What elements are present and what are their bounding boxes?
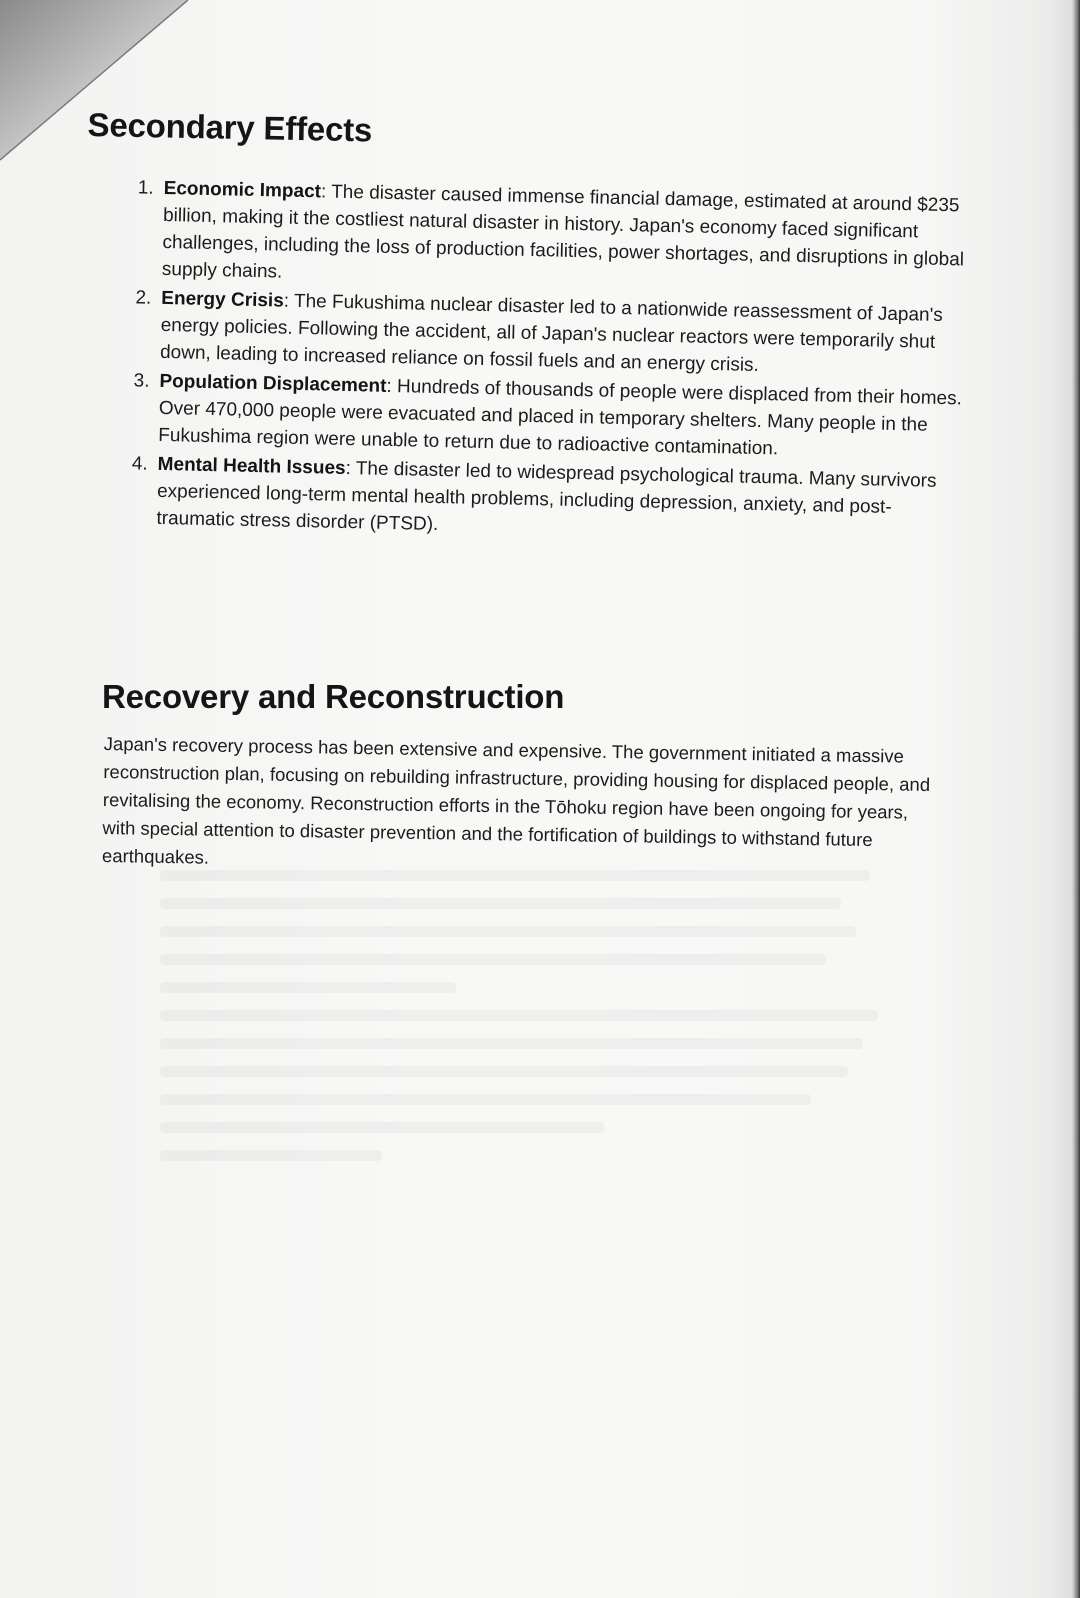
list-item-text: : The Fukushima nuclear disaster led to a nationwide reassessment of Japan's energy policies. Following the accident, all of Japan's nuclear reactors were temporarily shut down, leading to increased reliance on fossil fuels and an energy crisis. <box>159 290 943 376</box>
list-item <box>131 451 968 550</box>
list-item-number: 2. <box>135 287 152 309</box>
list-item <box>135 285 972 384</box>
list-item <box>133 368 970 467</box>
list-item-text: : Hundreds of thousands of people were displaced from their homes. Over 470,000 people were evacuated and placed in temporary shelters. Many people in the Fukushima region were unable to return due to radioactive contamination. <box>158 375 963 460</box>
recovery-heading: Recovery and Reconstruction <box>102 678 565 715</box>
recovery-paragraph: Japan's recovery process has been extensive and expensive. The government initiated a massive reconstruction plan, focusing on rebuilding infrastructure, providing housing for displaced people, and revitalising the economy. Reconstruction efforts in the Tōhoku region have been ongoing for years, with special attention to disaster prevention and the fortification of buildings to withstand future earthquakes. <box>101 732 931 868</box>
list-item-heading: Mental Health Issues <box>157 453 346 479</box>
list-item-text: : The disaster caused immense financial damage, estimated at around $235 billion, making it the costliest natural disaster in history. Japan's economy faced significant challenges, including the loss of production facilities, power shortages, and disruptions in global supply chains. <box>161 181 965 283</box>
list-item-heading: Energy Crisis <box>161 287 284 312</box>
list-item <box>137 175 974 301</box>
list-item-heading: Population Displacement <box>159 370 387 397</box>
list-item-number: 4. <box>131 453 148 475</box>
list-item-text: : The disaster led to widespread psychological trauma. Many survivors experienced long-term mental health problems, including depression, anxiety, and post-traumatic stress disorder (PTSD). <box>156 457 937 536</box>
list-item-heading: Economic Impact <box>163 177 322 203</box>
list-item-number: 1. <box>137 177 154 199</box>
list-item-number: 3. <box>133 370 150 392</box>
secondary-effects-heading: Secondary Effects <box>87 106 373 149</box>
secondary-effects-list <box>112 174 974 552</box>
